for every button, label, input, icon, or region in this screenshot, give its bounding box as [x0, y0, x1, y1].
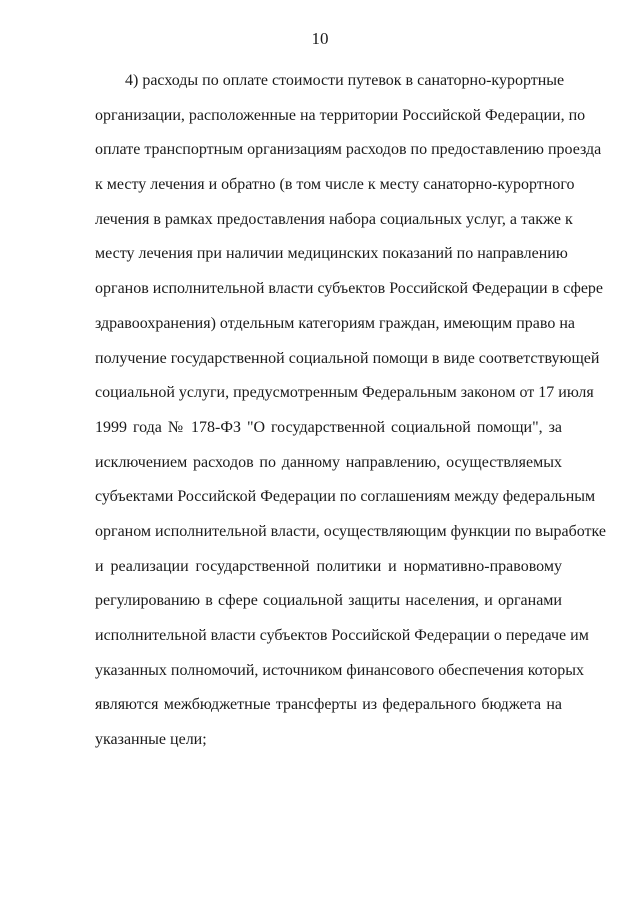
text-line: получение государственной социальной помощи в виде соответствующей — [95, 349, 600, 367]
text-line: 4) расходы по оплате стоимости путевок в санаторно-курортные — [125, 72, 565, 89]
page-number: 10 — [311, 29, 329, 48]
text-line: исполнительной власти субъектов Российской Федерации о передаче им — [95, 627, 589, 644]
text-line: органом исполнительной власти, осуществляющим функции по выработке — [95, 522, 606, 540]
text-line: организации, расположенные на территории Российской Федерации, по — [95, 106, 586, 124]
text-line: регулированию в сфере социальной защиты населения, и органами — [95, 592, 562, 610]
paragraph-4 — [95, 64, 606, 758]
text-line: 1999 года № 178-ФЗ "О государственной социальной помощи", за — [95, 418, 562, 436]
text-line: социальной услуги, предусмотренным Федеральным законом от 17 июля — [95, 384, 594, 402]
text-line: указанные цели; — [95, 731, 207, 749]
text-line: субъектами Российской Федерации по соглашениям между федеральным — [95, 488, 596, 506]
text-line: являются межбюджетные трансферты из федерального бюджета на — [95, 696, 562, 714]
text-line: указанных полномочий, источником финансового обеспечения которых — [95, 661, 584, 679]
text-line: оплате транспортным организациям расходов по предоставлению проезда — [95, 141, 602, 159]
text-line: к месту лечения и обратно (в том числе к месту санаторно-курортного — [95, 176, 575, 194]
text-line: месту лечения при наличии медицинских показаний по направлению — [95, 245, 568, 263]
text-line: органов исполнительной власти субъектов Российской Федерации в сфере — [95, 280, 604, 298]
text-line: здравоохранения) отдельным категориям граждан, имеющим право на — [95, 314, 575, 332]
text-line: исключением расходов по данному направлению, осуществляемых — [95, 453, 562, 471]
text-line: и реализации государственной политики и нормативно-правовому — [95, 557, 562, 575]
text-line: лечения в рамках предоставления набора социальных услуг, а также к — [95, 210, 573, 228]
